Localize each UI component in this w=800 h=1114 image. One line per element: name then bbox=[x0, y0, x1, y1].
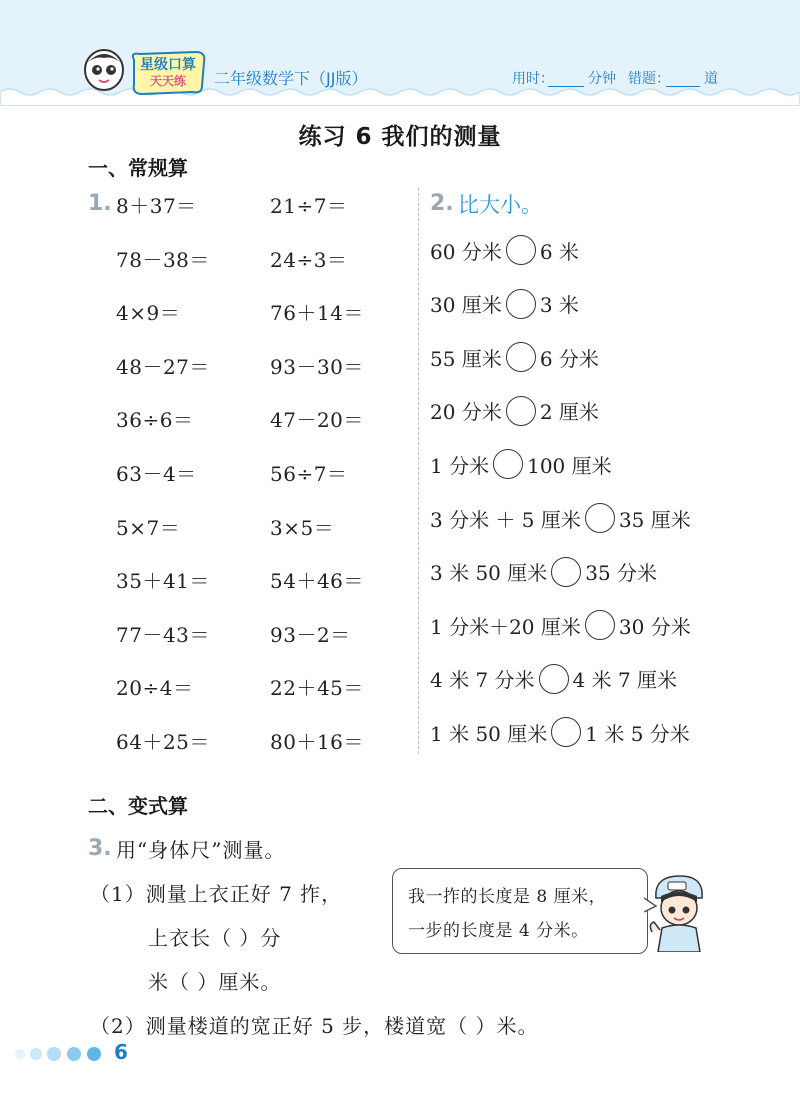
section1-title: 一、常规算 bbox=[88, 156, 188, 180]
errors-label: 错题： bbox=[628, 71, 670, 87]
compare-answer-circle[interactable] bbox=[506, 289, 536, 319]
compare-left: 20 分米 bbox=[430, 400, 502, 425]
compare-right: 100 厘米 bbox=[527, 453, 612, 478]
compare-right: 4 米 7 厘米 bbox=[572, 668, 678, 693]
compare-answer-circle[interactable] bbox=[493, 449, 523, 479]
compare-left: 3 米 50 厘米 bbox=[430, 561, 548, 586]
arithmetic-problem[interactable]: 54＋46＝ bbox=[270, 569, 364, 594]
time-label: 用时： bbox=[512, 71, 554, 87]
time-blank[interactable] bbox=[548, 86, 584, 87]
compare-row bbox=[430, 286, 579, 322]
compare-answer-circle[interactable] bbox=[585, 610, 615, 640]
compare-answer-circle[interactable] bbox=[506, 396, 536, 426]
page-dots-decoration bbox=[14, 1046, 110, 1062]
compare-left: 3 分米 ＋ 5 厘米 bbox=[430, 507, 581, 532]
q2-number: 2. bbox=[430, 191, 454, 216]
compare-row bbox=[430, 232, 579, 268]
compare-row bbox=[430, 339, 599, 375]
arithmetic-problem[interactable]: 4×9＝ bbox=[116, 301, 181, 326]
arithmetic-problem[interactable]: 36÷6＝ bbox=[116, 408, 194, 433]
compare-left: 60 分米 bbox=[430, 239, 502, 264]
compare-right: 6 米 bbox=[539, 239, 579, 264]
q3-part2[interactable]: （2）测量楼道的宽正好 5 步，楼道宽（ ）米。 bbox=[90, 1014, 539, 1038]
boy-character-icon bbox=[644, 868, 714, 952]
arithmetic-problem[interactable]: 78－38＝ bbox=[116, 247, 210, 272]
section2-title: 二、变式算 bbox=[88, 794, 188, 818]
compare-left: 1 米 50 厘米 bbox=[430, 721, 548, 746]
compare-row bbox=[430, 393, 599, 429]
compare-answer-circle[interactable] bbox=[539, 664, 569, 694]
mascot-logo-icon bbox=[82, 46, 126, 94]
arithmetic-problem[interactable]: 76＋14＝ bbox=[270, 301, 364, 326]
compare-left: 4 米 7 分米 bbox=[430, 668, 535, 693]
arithmetic-problem[interactable]: 24÷3＝ bbox=[270, 247, 348, 272]
compare-row bbox=[430, 661, 677, 697]
arithmetic-problem[interactable]: 35＋41＝ bbox=[116, 569, 210, 594]
bubble-line-2: 一步的长度是 4 分米。 bbox=[408, 921, 589, 941]
compare-right: 35 厘米 bbox=[618, 507, 691, 532]
arithmetic-problem[interactable]: 63－4＝ bbox=[116, 462, 197, 486]
compare-right: 30 分米 bbox=[618, 614, 691, 639]
q3-part1-line2[interactable]: 上衣长（ ）分 bbox=[148, 926, 282, 950]
book-title: 二年级数学下（JJ版） bbox=[214, 69, 368, 88]
arithmetic-problem[interactable]: 47－20＝ bbox=[270, 408, 364, 433]
compare-row bbox=[430, 607, 691, 643]
page-number: 6 bbox=[114, 1040, 128, 1064]
q3-title: 用“身体尺”测量。 bbox=[116, 838, 286, 862]
arithmetic-problem[interactable]: 64＋25＝ bbox=[116, 730, 210, 754]
arithmetic-problem[interactable]: 20÷4＝ bbox=[116, 676, 194, 701]
arithmetic-problem[interactable]: 93－2＝ bbox=[270, 622, 351, 647]
arithmetic-problem[interactable]: 56÷7＝ bbox=[270, 462, 348, 486]
arithmetic-problem[interactable]: 77－43＝ bbox=[116, 622, 210, 647]
errors-unit: 道 bbox=[704, 71, 718, 87]
compare-row bbox=[430, 554, 657, 590]
arithmetic-problem[interactable]: 48－27＝ bbox=[116, 354, 210, 379]
compare-row bbox=[430, 714, 690, 750]
q2-title: 比大小。 bbox=[458, 193, 542, 217]
logo-subtitle: 天天练 bbox=[150, 74, 187, 88]
compare-right: 35 分米 bbox=[585, 561, 658, 586]
compare-answer-circle[interactable] bbox=[551, 717, 581, 747]
errors-blank[interactable] bbox=[666, 86, 700, 87]
bubble-line-1: 我一拃的长度是 8 厘米， bbox=[408, 887, 607, 907]
compare-row bbox=[430, 446, 612, 482]
compare-left: 30 厘米 bbox=[430, 293, 502, 318]
q3-part1-line3[interactable]: 米（ ）厘米。 bbox=[148, 970, 282, 994]
compare-answer-circle[interactable] bbox=[585, 503, 615, 533]
arithmetic-problem[interactable]: 22＋45＝ bbox=[270, 676, 364, 701]
compare-left: 55 厘米 bbox=[430, 346, 502, 371]
compare-row bbox=[430, 500, 691, 536]
compare-right: 3 米 bbox=[539, 293, 579, 318]
compare-left: 1 分米 bbox=[430, 453, 490, 478]
arithmetic-problem[interactable]: 93－30＝ bbox=[270, 354, 364, 379]
arithmetic-problem[interactable]: 5×7＝ bbox=[116, 515, 181, 540]
compare-answer-circle[interactable] bbox=[551, 557, 581, 587]
q3-number: 3. bbox=[88, 836, 112, 861]
compare-answer-circle[interactable] bbox=[506, 235, 536, 265]
speech-bubble bbox=[392, 868, 648, 954]
lesson-title: 练习 6 我们的测量 bbox=[298, 124, 502, 150]
compare-right: 1 米 5 分米 bbox=[585, 721, 690, 746]
arithmetic-problem[interactable]: 3×5＝ bbox=[270, 515, 335, 540]
arithmetic-problem[interactable]: 21÷7＝ bbox=[270, 194, 348, 218]
compare-answer-circle[interactable] bbox=[506, 342, 536, 372]
arithmetic-problem[interactable]: 80＋16＝ bbox=[270, 730, 364, 754]
q3-part1-line1: （1）测量上衣正好 7 拃， bbox=[90, 882, 343, 906]
column-divider bbox=[418, 188, 419, 754]
compare-right: 2 厘米 bbox=[539, 400, 599, 425]
q1-number: 1. bbox=[88, 191, 112, 216]
time-unit: 分钟 bbox=[588, 71, 616, 87]
logo-title: 星级口算 bbox=[140, 57, 196, 73]
compare-right: 6 分米 bbox=[539, 346, 599, 371]
compare-left: 1 分米＋20 厘米 bbox=[430, 614, 581, 639]
arithmetic-problem[interactable]: 8＋37＝ bbox=[116, 194, 197, 218]
